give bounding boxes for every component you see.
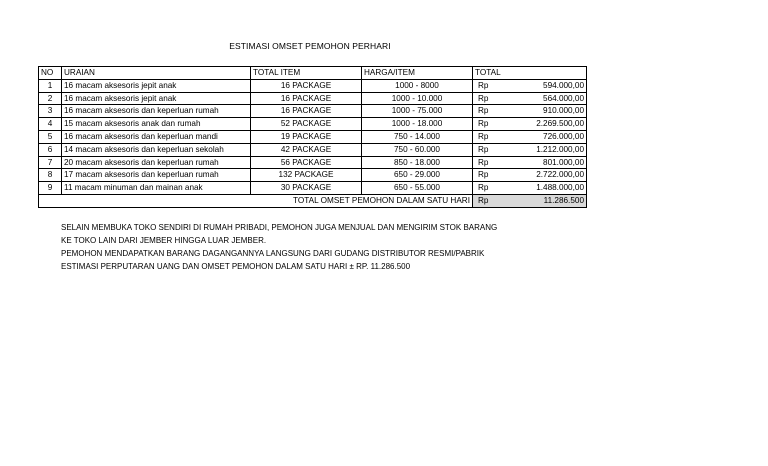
row-harga: 1000 - 10.000 [362,92,473,105]
table-row [39,130,587,143]
note-line: KE TOKO LAIN DARI JEMBER HINGGA LUAR JEMBER. [61,236,267,246]
row-harga: 750 - 14.000 [362,130,473,143]
row-no: 5 [39,130,62,143]
row-total-item: 16 PACKAGE [251,79,362,92]
row-currency: Rp [473,182,493,195]
row-no: 3 [39,105,62,118]
row-total-item: 19 PACKAGE [251,130,362,143]
header-harga: HARGA/ITEM [362,67,473,80]
row-currency: Rp [473,156,493,169]
row-currency: Rp [473,130,493,143]
row-no: 6 [39,143,62,156]
row-currency: Rp [473,118,493,131]
row-uraian: 20 macam aksesoris dan keperluan rumah [62,156,251,169]
row-total: 2.269.500,00 [492,118,587,131]
grand-total-currency: Rp [473,194,493,207]
row-harga: 1000 - 18.000 [362,118,473,131]
row-no: 2 [39,92,62,105]
row-no: 8 [39,169,62,182]
row-harga: 850 - 18.000 [362,156,473,169]
table-row [39,105,587,118]
row-total: 1.488.000,00 [492,182,587,195]
row-uraian: 17 macam aksesoris dan keperluan rumah [62,169,251,182]
page-title: ESTIMASI OMSET PEMOHON PERHARI [229,41,391,51]
notes [61,221,497,273]
grand-total-label: TOTAL OMSET PEMOHON DALAM SATU HARI [39,194,473,207]
row-harga: 750 - 60.000 [362,143,473,156]
row-no: 4 [39,118,62,131]
table-row [39,169,587,182]
row-uraian: 11 macam minuman dan mainan anak [62,182,251,195]
row-uraian: 14 macam aksesoris dan keperluan sekolah [62,143,251,156]
row-currency: Rp [473,143,493,156]
row-total-item: 16 PACKAGE [251,105,362,118]
table-row [39,118,587,131]
row-harga: 650 - 29.000 [362,169,473,182]
row-no: 9 [39,182,62,195]
row-harga: 1000 - 75.000 [362,105,473,118]
row-total-item: 42 PACKAGE [251,143,362,156]
row-total: 726.000,00 [492,130,587,143]
header-uraian: URAIAN [62,67,251,80]
row-total: 910.000,00 [492,105,587,118]
row-uraian: 16 macam aksesoris jepit anak [62,79,251,92]
row-total-item: 56 PACKAGE [251,156,362,169]
header-total: TOTAL [473,67,587,80]
header-total-item: TOTAL ITEM [251,67,362,80]
row-no: 1 [39,79,62,92]
table-header-row [39,67,587,80]
row-uraian: 15 macam aksesoris anak dan rumah [62,118,251,131]
row-total: 564.000,00 [492,92,587,105]
row-total-item: 30 PACKAGE [251,182,362,195]
row-total-item: 52 PACKAGE [251,118,362,131]
row-harga: 1000 - 8000 [362,79,473,92]
row-total: 594.000,00 [492,79,587,92]
table-row [39,156,587,169]
row-uraian: 16 macam aksesoris dan keperluan mandi [62,130,251,143]
grand-total-row [39,194,587,207]
row-total: 1.212.000,00 [492,143,587,156]
table-row [39,182,587,195]
omset-table [38,66,587,208]
note-line: SELAIN MEMBUKA TOKO SENDIRI DI RUMAH PRIBADI, PEMOHON JUGA MENJUAL DAN MENGIRIM STOK BARANG [61,223,498,232]
table-row [39,79,587,92]
row-currency: Rp [473,169,493,182]
row-currency: Rp [473,92,493,105]
row-total-item: 132 PACKAGE [251,169,362,182]
table-row [39,143,587,156]
row-no: 7 [39,156,62,169]
row-uraian: 16 macam aksesoris jepit anak [62,92,251,105]
header-no: NO [39,67,62,80]
row-currency: Rp [473,105,493,118]
row-uraian: 16 macam aksesoris dan keperluan rumah [62,105,251,118]
row-total: 2.722.000,00 [492,169,587,182]
row-harga: 650 - 55.000 [362,182,473,195]
grand-total-value: 11.286.500 [492,194,587,207]
note-line: PEMOHON MENDAPATKAN BARANG DAGANGANNYA LANGSUNG DARI GUDANG DISTRIBUTOR RESMI/PABRIK [61,249,485,259]
note-line: ESTIMASI PERPUTARAN UANG DAN OMSET PEMOHON DALAM SATU HARI ± RP. 11.286.500 [61,262,411,272]
row-total: 801.000,00 [492,156,587,169]
row-currency: Rp [473,79,493,92]
table-row [39,92,587,105]
row-total-item: 16 PACKAGE [251,92,362,105]
